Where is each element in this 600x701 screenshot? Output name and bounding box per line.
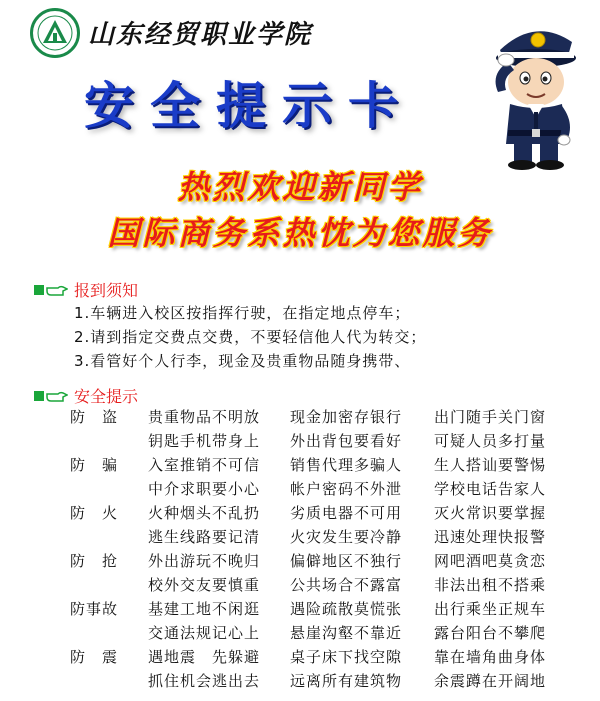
tip-cell: 帐户密码不外泄 xyxy=(290,480,403,498)
tip-cell: 生人搭讪要警惕 xyxy=(434,456,547,474)
tip-cell: 悬崖沟壑不靠近 xyxy=(290,624,403,642)
notice-heading xyxy=(34,278,138,301)
tip-cell: 校外交友要慎重 xyxy=(148,576,261,594)
tip-cell: 钥匙手机带身上 xyxy=(148,432,261,450)
tip-category: 防 盗 xyxy=(70,408,119,426)
tip-row xyxy=(70,670,590,694)
tip-cell: 网吧酒吧莫贪恋 xyxy=(434,552,547,570)
safety-tips-table xyxy=(70,406,590,694)
tip-cell: 远离所有建筑物 xyxy=(290,672,403,690)
page-title: 安全提示卡 xyxy=(84,77,414,135)
notice-item: 2.请到指定交费点交费，不要轻信他人代为转交； xyxy=(74,328,427,346)
tip-cell: 可疑人员多打量 xyxy=(434,432,547,450)
tips-heading xyxy=(34,384,138,407)
tip-cell: 贵重物品不明放 xyxy=(148,408,261,426)
tip-cell: 非法出租不搭乘 xyxy=(434,576,547,594)
tip-cell: 遇地震 先躲避 xyxy=(148,648,261,666)
tip-cell: 逃生线路要记清 xyxy=(148,528,261,546)
tip-cell: 灭火常识要掌握 xyxy=(434,504,547,522)
tip-cell: 火灾发生要冷静 xyxy=(290,528,403,546)
tip-row xyxy=(70,622,590,646)
tip-cell: 劣质电器不可用 xyxy=(290,504,403,522)
pointing-hand-icon xyxy=(46,388,68,404)
green-square-icon xyxy=(34,285,44,295)
school-name: 山东经贸职业学院 xyxy=(88,20,313,50)
tip-cell: 公共场合不露富 xyxy=(290,576,403,594)
green-square-icon xyxy=(34,391,44,401)
tip-cell: 遇险疏散莫慌张 xyxy=(290,600,403,618)
welcome-line-1: 热烈欢迎新同学 xyxy=(177,168,423,206)
tip-row xyxy=(70,502,590,526)
tip-cell: 靠在墙角曲身体 xyxy=(434,648,547,666)
tip-cell: 入室推销不可信 xyxy=(148,456,261,474)
tip-category: 防 骗 xyxy=(70,456,119,474)
notice-heading-label: 报到须知 xyxy=(74,281,139,300)
tip-cell: 现金加密存银行 xyxy=(290,408,403,426)
tip-cell: 出行乘坐正规车 xyxy=(434,600,547,618)
school-logo xyxy=(30,8,80,58)
tip-cell: 基建工地不闲逛 xyxy=(148,600,261,618)
pointing-hand-icon xyxy=(46,282,68,298)
tip-category: 防事故 xyxy=(70,600,119,618)
tip-row xyxy=(70,406,590,430)
tip-cell: 中介求职要小心 xyxy=(148,480,261,498)
tip-category: 防 火 xyxy=(70,504,119,522)
tip-row xyxy=(70,646,590,670)
tip-row xyxy=(70,454,590,478)
tip-cell: 桌子床下找空隙 xyxy=(290,648,403,666)
tip-cell: 露台阳台不攀爬 xyxy=(434,624,547,642)
tip-row xyxy=(70,526,590,550)
notice-item: 3.看管好个人行李，现金及贵重物品随身携带、 xyxy=(74,352,411,370)
tip-cell: 火种烟头不乱扔 xyxy=(148,504,261,522)
tip-cell: 交通法规记心上 xyxy=(148,624,261,642)
tip-row xyxy=(70,478,590,502)
tip-row xyxy=(70,574,590,598)
tip-row xyxy=(70,550,590,574)
header xyxy=(0,0,600,160)
tip-row xyxy=(70,598,590,622)
tips-heading-label: 安全提示 xyxy=(74,387,139,406)
police-officer-salute-icon xyxy=(480,12,590,172)
tip-cell: 出门随手关门窗 xyxy=(434,408,547,426)
tip-cell: 偏僻地区不独行 xyxy=(290,552,403,570)
tip-cell: 余震蹲在开阔地 xyxy=(434,672,547,690)
welcome-line-2: 国际商务系热忱为您服务 xyxy=(107,214,493,252)
tip-cell: 外出背包要看好 xyxy=(290,432,403,450)
tip-cell: 抓住机会逃出去 xyxy=(148,672,261,690)
tip-cell: 外出游玩不晚归 xyxy=(148,552,261,570)
tip-row xyxy=(70,430,590,454)
tip-category: 防 震 xyxy=(70,648,119,666)
tip-cell: 销售代理多骗人 xyxy=(290,456,403,474)
tip-cell: 迅速处理快报警 xyxy=(434,528,547,546)
notice-item: 1.车辆进入校区按指挥行驶，在指定地点停车； xyxy=(74,304,411,322)
tip-cell: 学校电话告家人 xyxy=(434,480,547,498)
mountain-logo-icon xyxy=(33,11,77,55)
tip-category: 防 抢 xyxy=(70,552,119,570)
